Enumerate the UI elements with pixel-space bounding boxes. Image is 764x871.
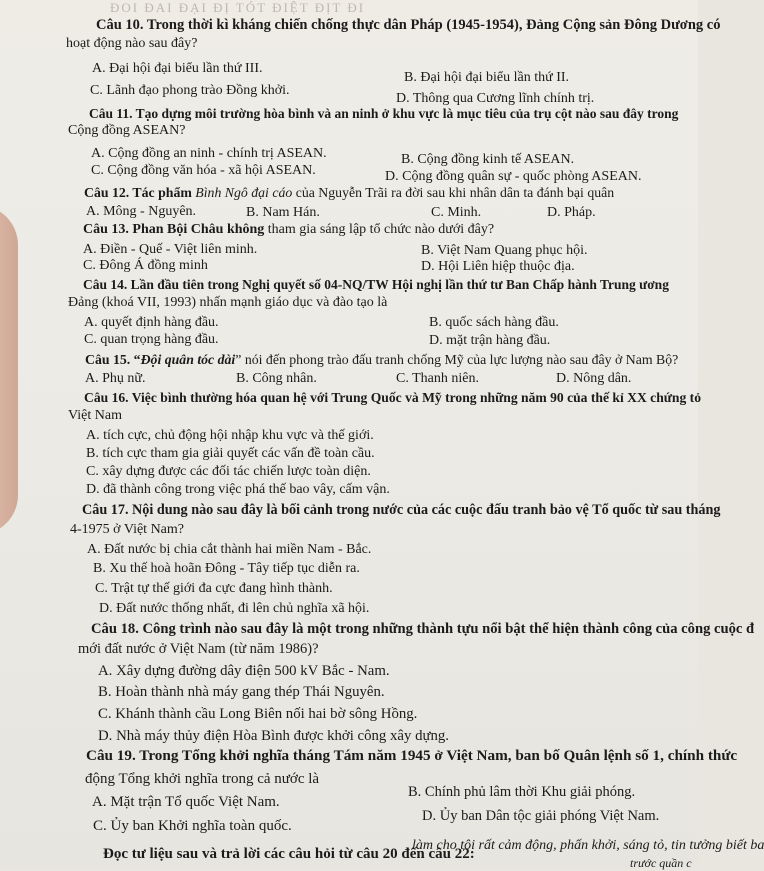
q10-option-b: B. Đại hội đại biểu lần thứ II. [404, 70, 570, 85]
question-11-text: Câu 11. Tạo dựng môi trường hòa bình và an ninh ở khu vực là mục tiêu của trụ cột nào sau đây trong [89, 106, 679, 121]
q12-option-b: B. Nam Hán. [246, 205, 320, 220]
question-10-text-cont: hoạt động nào sau đây? [66, 36, 198, 51]
q17-option-b: B. Xu thế hoà hoãn Đông - Tây tiếp tục diễn ra. [93, 561, 360, 576]
question-16-text-cont: Việt Nam [68, 408, 122, 423]
question-13-text: Câu 13. Phan Bội Châu không tham gia sáng lập tổ chức nào dưới đây? [83, 222, 495, 237]
q11-option-d: D. Cộng đồng quân sự - quốc phòng ASEAN. [385, 169, 642, 184]
passage-excerpt-line2: trước quần c [630, 856, 692, 870]
question-10-text: Câu 10. Trong thời kì kháng chiến chống thực dân Pháp (1945-1954), Đảng Cộng sản Đông Dương có [96, 17, 721, 33]
q11-option-a: A. Cộng đồng an ninh - chính trị ASEAN. [91, 146, 327, 161]
q17-option-d: D. Đất nước thống nhất, đi lên chủ nghĩa xã hội. [99, 601, 370, 616]
q12-option-c: C. Minh. [431, 205, 482, 220]
question-14-text-cont: Đảng (khoá VII, 1993) nhấn mạnh giáo dục và đào tạo là [68, 295, 388, 310]
question-18-text: Câu 18. Công trình nào sau đây là một trong những thành tựu nổi bật thể hiện thành công của công cuộc đ [91, 621, 755, 637]
q15-option-b: B. Công nhân. [236, 371, 317, 386]
question-17-text: Câu 17. Nội dung nào sau đây là bối cảnh trong nước của các cuộc đấu tranh bảo vệ Tổ quốc từ sau tháng [82, 502, 721, 518]
q10-option-a: A. Đại hội đại biểu lần thứ III. [92, 61, 263, 76]
q16-option-a: A. tích cực, chủ động hội nhập khu vực và thế giới. [86, 428, 374, 443]
q12-option-d: D. Pháp. [547, 205, 596, 220]
q16-option-b: B. tích cực tham gia giải quyết các vấn đề toàn cầu. [86, 446, 375, 461]
q19-option-d: D. Ủy ban Dân tộc giải phóng Việt Nam. [422, 808, 660, 824]
q13-option-a: A. Điền - Quế - Việt liên minh. [83, 242, 258, 257]
q17-option-c: C. Trật tự thế giới đa cực đang hình thành. [95, 581, 333, 596]
q15-option-d: D. Nông dân. [556, 371, 632, 386]
q19-option-a: A. Mặt trận Tổ quốc Việt Nam. [92, 794, 280, 810]
question-18-text-cont: mới đất nước ở Việt Nam (từ năm 1986)? [78, 641, 319, 657]
q14-option-a: A. quyết định hàng đầu. [84, 315, 219, 330]
question-19-text-cont: động Tổng khởi nghĩa trong cả nước là [85, 771, 320, 787]
q18-option-a: A. Xây dựng đường dây điện 500 kV Bắc - Nam. [98, 663, 390, 679]
q18-option-b: B. Hoàn thành nhà máy gang thép Thái Nguyên. [98, 684, 385, 700]
q14-option-c: C. quan trọng hàng đầu. [84, 332, 219, 347]
q16-option-c: C. xây dựng được các đối tác chiến lược toàn diện. [86, 464, 371, 479]
question-19-text: Câu 19. Trong Tổng khởi nghĩa tháng Tám năm 1945 ở Việt Nam, ban bố Quân lệnh số 1, chính thức [86, 747, 738, 764]
q14-option-d: D. mặt trận hàng đầu. [429, 333, 551, 348]
q13-option-b: B. Việt Nam Quang phục hội. [421, 243, 588, 258]
q11-option-b: B. Cộng đồng kinh tế ASEAN. [401, 152, 575, 167]
q11-option-c: C. Cộng đồng văn hóa - xã hội ASEAN. [91, 163, 316, 178]
thumb-overlay [0, 205, 18, 535]
q14-option-b: B. quốc sách hàng đầu. [429, 315, 559, 330]
question-11-text-cont: Cộng đồng ASEAN? [68, 123, 186, 138]
question-17-text-cont: 4-1975 ở Việt Nam? [70, 522, 185, 537]
q17-option-a: A. Đất nước bị chia cắt thành hai miền Nam - Bắc. [87, 542, 372, 557]
q10-option-d: D. Thông qua Cương lĩnh chính trị. [396, 91, 595, 106]
q19-option-b: B. Chính phủ lâm thời Khu giải phóng. [408, 784, 636, 800]
question-15-text: Câu 15. “Đội quân tóc dài” nói đến phong trào đấu tranh chống Mỹ của lực lượng nào sau đây ở Nam Bộ? [85, 352, 679, 367]
q12-option-a: A. Mông - Nguyên. [86, 204, 197, 219]
question-14-text: Câu 14. Lần đầu tiên trong Nghị quyết số 04-NQ/TW Hội nghị lần thứ tư Ban Chấp hành Trung ương [83, 277, 669, 292]
q15-option-c: C. Thanh niên. [396, 371, 479, 386]
q16-option-d: D. đã thành công trong việc phá thế bao vây, cấm vận. [86, 482, 390, 497]
passage-instruction: Đọc tư liệu sau và trả lời các câu hỏi từ câu 20 đến câu 22: [103, 846, 475, 862]
q19-option-c: C. Ủy ban Khởi nghĩa toàn quốc. [93, 818, 292, 834]
bleed-through-text: ĐOI ĐAI ĐẠI ĐỊ TÓT ĐIỆT ĐỊT ĐI [110, 0, 366, 15]
q18-option-d: D. Nhà máy thủy điện Hòa Bình được khởi công xây dựng. [98, 728, 449, 744]
q18-option-c: C. Khánh thành cầu Long Biên nối hai bờ sông Hồng. [98, 706, 418, 722]
q15-option-a: A. Phụ nữ. [85, 371, 146, 386]
question-12-text: Câu 12. Tác phẩm Bình Ngô đại cáo của Nguyễn Trãi ra đời sau khi nhân dân ta đánh bại quân [84, 185, 615, 200]
q13-option-c: C. Đông Á đồng minh [83, 258, 208, 273]
q13-option-d: D. Hội Liên hiệp thuộc địa. [421, 259, 575, 274]
passage-excerpt-line1: làm cho tôi rất cảm động, phấn khởi, sáng tỏ, tin tưởng biết ba [412, 838, 764, 853]
question-16-text: Câu 16. Việc bình thường hóa quan hệ với Trung Quốc và Mỹ trong những năm 90 của thế kỉ XX chứng tỏ [84, 390, 701, 405]
q10-option-c: C. Lãnh đạo phong trào Đồng khởi. [90, 83, 290, 98]
